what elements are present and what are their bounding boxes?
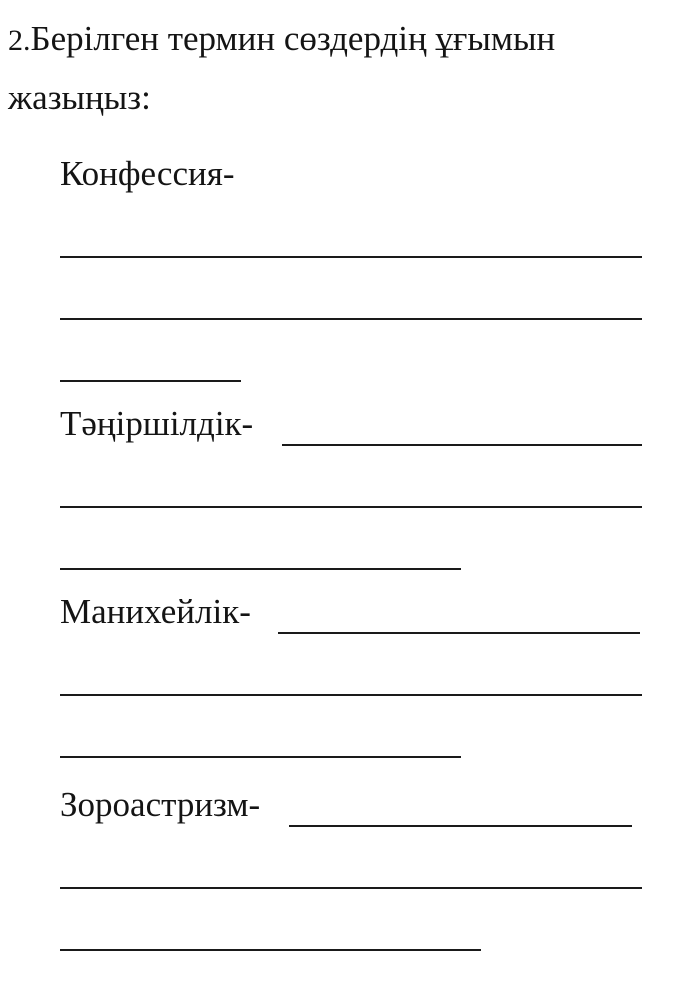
- question-line-1: [8, 10, 668, 69]
- answer-underline: [60, 756, 461, 758]
- term-label-line[interactable]: [60, 771, 645, 833]
- term-tangirshildik: [60, 390, 645, 576]
- term-label-line[interactable]: [60, 390, 645, 452]
- answer-underline: [289, 825, 632, 827]
- answer-line[interactable]: [60, 514, 645, 576]
- answer-line[interactable]: [60, 202, 645, 264]
- answer-underline: [60, 380, 241, 382]
- answer-underline: [60, 694, 642, 696]
- answer-line[interactable]: [60, 264, 645, 326]
- term-manikheylik: [60, 578, 645, 764]
- answer-underline: [282, 444, 642, 446]
- question-number: 2.: [8, 24, 31, 57]
- term-label-line[interactable]: [60, 578, 645, 640]
- answer-underline: [60, 506, 642, 508]
- term-label: Конфессия-: [60, 154, 235, 193]
- term-label-line: [60, 140, 645, 202]
- question-prompt: [8, 10, 668, 126]
- answer-underline: [60, 949, 481, 951]
- question-text-1: Берілген термин сөздердің ұғымын: [30, 19, 556, 58]
- answer-underline: [278, 632, 640, 634]
- term-zoroastrizm: [60, 771, 645, 957]
- question-line-2: жазыңыз:: [8, 78, 151, 117]
- answer-line[interactable]: [60, 895, 645, 957]
- term-label: Манихейлік-: [60, 592, 251, 631]
- term-label: Зороастризм-: [60, 785, 261, 824]
- answer-underline: [60, 256, 642, 258]
- answer-underline: [60, 887, 642, 889]
- answer-line[interactable]: [60, 640, 645, 702]
- term-konfessiya: [60, 140, 645, 388]
- answer-line[interactable]: [60, 702, 645, 764]
- answer-underline: [60, 318, 642, 320]
- answer-line[interactable]: [60, 326, 645, 388]
- answer-line[interactable]: [60, 452, 645, 514]
- term-label: Тәңіршілдік-: [60, 404, 254, 443]
- answer-underline: [60, 568, 461, 570]
- answer-line[interactable]: [60, 833, 645, 895]
